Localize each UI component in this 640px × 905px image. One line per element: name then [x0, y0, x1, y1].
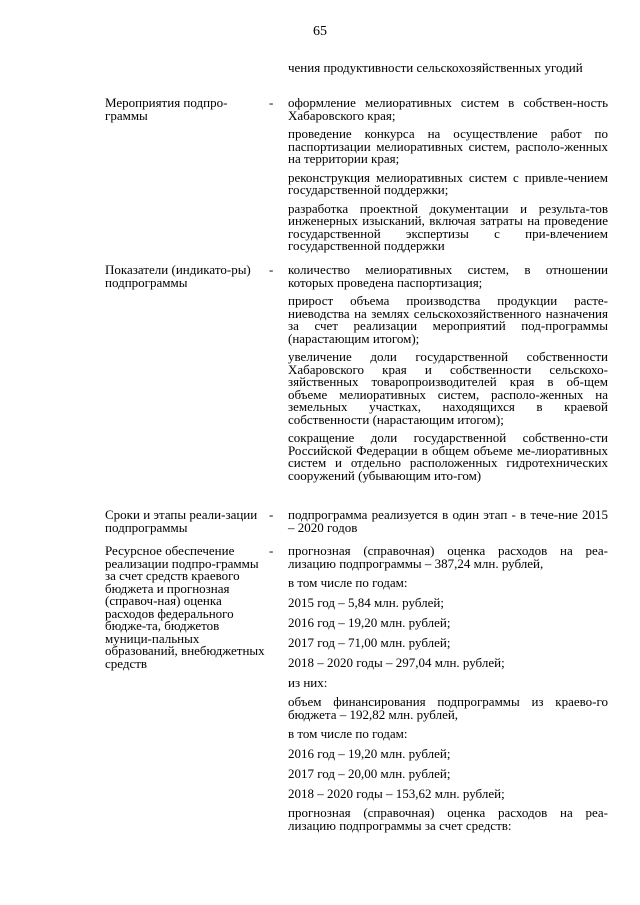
entry-text: 2015 год – 5,84 млн. рублей; — [288, 595, 444, 610]
entry-text: 2016 год – 19,20 млн. рублей; — [288, 615, 451, 630]
page-number: 65 — [313, 24, 327, 39]
entry-text: прирост объема производства продукции расте-ниеводства на землях сельскохозяйственного назначения за счет реализации мероприятий под-программы (нарастающим итогом); — [288, 293, 608, 346]
row-dash: - — [269, 95, 274, 110]
row-entries — [288, 509, 608, 540]
row-entries — [288, 97, 608, 259]
entry-text: 2017 год – 20,00 млн. рублей; — [288, 766, 451, 781]
row-label: Ресурсное обеспечение реализации подпро-граммы за счет средств краевого бюджета и прогнозная (справоч-ная) оценка расходов федерального бюдже-та, бюджетов муници-пальных образований, внебюджетных средств — [105, 543, 265, 671]
row-entries — [288, 264, 608, 488]
entry-text: из них: — [288, 675, 328, 690]
row-entries — [288, 62, 608, 81]
entry-text: реконструкция мелиоративных систем с привле-чением государственной поддержки; — [288, 169, 608, 197]
entry-text: подпрограмма реализуется в один этап - в тече-ние 2015 – 2020 годов — [288, 507, 608, 535]
row-label: Показатели (индикато-ры) подпрограммы — [105, 262, 251, 290]
entry-text: прогнозная (справочная) оценка расходов на реа-лизацию подпрограммы – 387,24 млн. рублей, — [288, 543, 608, 571]
row-dash: - — [269, 507, 274, 522]
entry-text: разработка проектной документации и результа-тов инженерных изысканий, включая затраты на проведение государственной экспертизы с при-влечением государственной поддержки — [288, 200, 608, 253]
entry-text: в том числе по годам: — [288, 726, 408, 741]
entry-text: 2016 год – 19,20 млн. рублей; — [288, 746, 451, 761]
entry-text: количество мелиоративных систем, в отношении которых проведена паспортизация; — [288, 262, 608, 290]
entry-text: 2018 – 2020 годы – 153,62 млн. рублей; — [288, 786, 505, 801]
row-label: Сроки и этапы реали-зации подпрограммы — [105, 507, 258, 535]
row-dash: - — [269, 262, 274, 277]
entry-text: объем финансирования подпрограммы из краево-го бюджета – 192,82 млн. рублей, — [288, 694, 608, 722]
entry-text: 2018 – 2020 годы – 297,04 млн. рублей; — [288, 655, 505, 670]
row-entries — [288, 545, 608, 838]
entry-text: 2017 год – 71,00 млн. рублей; — [288, 635, 451, 650]
entry-text: увеличение доли государственной собственности Хабаровского края и собственности сельскохо-зяйственных товаропроизводителей края в об-щем объеме мелиоративных систем, располо-женных на земельных участках, находящихся в краевой собственности (нарастающим итогом); — [288, 349, 608, 427]
entry-text: чения продуктивности сельскохозяйственных угодий — [288, 60, 583, 75]
row-dash: - — [269, 543, 274, 558]
entry-text: прогнозная (справочная) оценка расходов на реа-лизацию подпрограммы за счет средств: — [288, 805, 608, 833]
entry-text: в том числе по годам: — [288, 575, 408, 590]
entry-text: оформление мелиоративных систем в собствен-ность Хабаровского края; — [288, 95, 608, 123]
row-label: Мероприятия подпро-граммы — [105, 95, 228, 123]
entry-text: проведение конкурса на осуществление работ по паспортизации мелиоративных систем, располо-женных на территории края; — [288, 126, 608, 166]
entry-text: сокращение доли государственной собственно-сти Российской Федерации в общем объеме ме-лиоративных систем и отдельно расположенных гидротехнических сооружений (убывающим ито-гом) — [288, 430, 608, 483]
